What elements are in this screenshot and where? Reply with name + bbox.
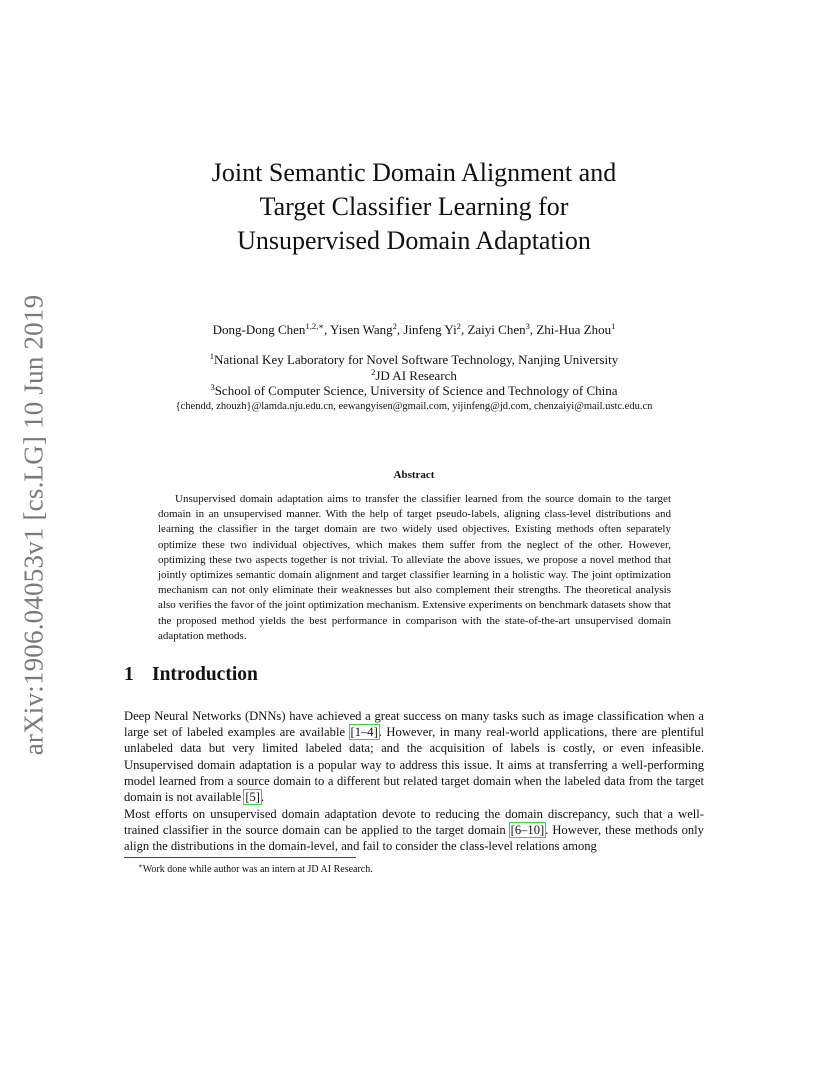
affiliation-line	[110, 368, 718, 384]
title-line-3: Unsupervised Domain Adaptation	[237, 226, 591, 255]
section-title: Introduction	[152, 664, 258, 685]
author-affiliation-marks: 3	[525, 321, 530, 331]
author-name: Zaiyi Chen	[467, 322, 526, 337]
citation-link[interactable]: [5]	[245, 790, 260, 805]
author-separator: ,	[323, 322, 330, 337]
author-name: Yisen Wang	[330, 322, 393, 337]
affiliation-line	[110, 352, 718, 368]
author-affiliation-marks: 1	[611, 321, 616, 331]
author-affiliation-marks: 2	[456, 321, 461, 331]
affiliation-mark: 1	[209, 351, 215, 361]
citation-link[interactable]: [6–10]	[510, 823, 545, 838]
abstract-text: Unsupervised domain adaptation aims to transfer the classifier learned from the source domain to the target domain in an unsupervised manner. With the help of target pseudo-labels, aligning class-level distributions and learning the classifier in the target domain are two widely used objectives. Existing methods often separately optimize these two individual objectives, which makes them suffer from the neglect of the other. However, optimizing these two aspects together is not trivial. To alleviate the above issues, we propose a novel method that jointly optimizes semantic domain alignment and target classifier learning in a holistic way. The joint optimization mechanism can not only eliminate their weaknesses but also complement their strengths. The theoretical analysis also verifies the favor of the joint optimization mechanism. Extensive experiments on benchmark datasets show that the proposed method yields the best performance in comparison with the state-of-the-art unsupervised domain adaptation methods.	[158, 493, 671, 642]
affiliation-mark: 3	[210, 382, 215, 392]
affiliation-text: National Key Laboratory for Novel Software Technology, Nanjing University	[214, 352, 619, 367]
footnote-mark: ∗	[138, 862, 143, 870]
author-separator: ,	[460, 322, 468, 337]
paragraph-text: Deep Neural Networks (DNNs) have achieved a great success on many tasks such as image classification when a large set of labeled examples are available	[124, 709, 704, 740]
arxiv-identifier-text: arXiv:1906.04053v1 [cs.LG] 10 Jun 2019	[18, 294, 49, 756]
section-heading	[124, 664, 258, 686]
author-affiliation-marks: 2	[392, 321, 397, 331]
author-name: Dong-Dong Chen	[212, 322, 306, 337]
author-emails: {chendd, zhouzh}@lamda.nju.edu.cn, eewangyisen@gmail.com, yijinfeng@jd.com, chenzaiyi@mail.ustc.edu.cn	[175, 400, 653, 412]
title-line-1: Joint Semantic Domain Alignment and	[211, 158, 617, 187]
author-separator: ,	[396, 322, 404, 337]
arxiv-identifier-stamp	[4, 290, 64, 760]
author-list	[120, 321, 708, 339]
affiliation-mark: 2	[371, 366, 376, 377]
affiliation-text: JD AI Research	[375, 367, 457, 383]
title-line-2: Target Classifier Learning for	[259, 192, 569, 221]
footnote	[138, 863, 373, 876]
affiliation-line	[110, 383, 718, 399]
section-number: 1	[124, 664, 134, 685]
paragraph-text: Most efforts on unsupervised domain adaptation devote to reducing the domain discrepancy, such that a well-trained classifier in the source domain can be applied to the target domain	[124, 807, 704, 838]
author-name: Jinfeng Yi	[403, 322, 457, 337]
author-separator: ,	[529, 322, 537, 337]
author-affiliation-marks: 1,2,∗	[305, 321, 324, 331]
citation-link[interactable]: [1–4]	[350, 725, 378, 740]
paragraph-text: . However, in many real-world applications, there are plentiful unlabeled data but very limited labeled data; and the acquisition of labels is costly, or even infeasible. Unsupervised domain adaptation is a popular way to address this issue. It aims at transferring a well-performing model learned from a source domain to a different but related target domain when the labeled data from the target domain is not available	[124, 725, 705, 805]
paragraph-text: .	[261, 790, 265, 805]
intro-paragraph-1	[124, 708, 704, 805]
intro-paragraph-2	[124, 806, 704, 855]
affiliation-text: School of Computer Science, University of Science and Technology of China	[214, 383, 618, 398]
author-name: Zhi-Hua Zhou	[536, 322, 612, 337]
paper-title	[120, 156, 708, 258]
footnote-divider	[124, 857, 356, 858]
abstract-heading: Abstract	[393, 469, 435, 481]
paragraph-text: . However, these methods only align the distributions in the domain-level, and fail to consider the class-level relations among	[124, 823, 704, 854]
footnote-text: Work done while author was an intern at JD AI Research.	[142, 864, 373, 875]
affiliation-block	[110, 352, 718, 414]
